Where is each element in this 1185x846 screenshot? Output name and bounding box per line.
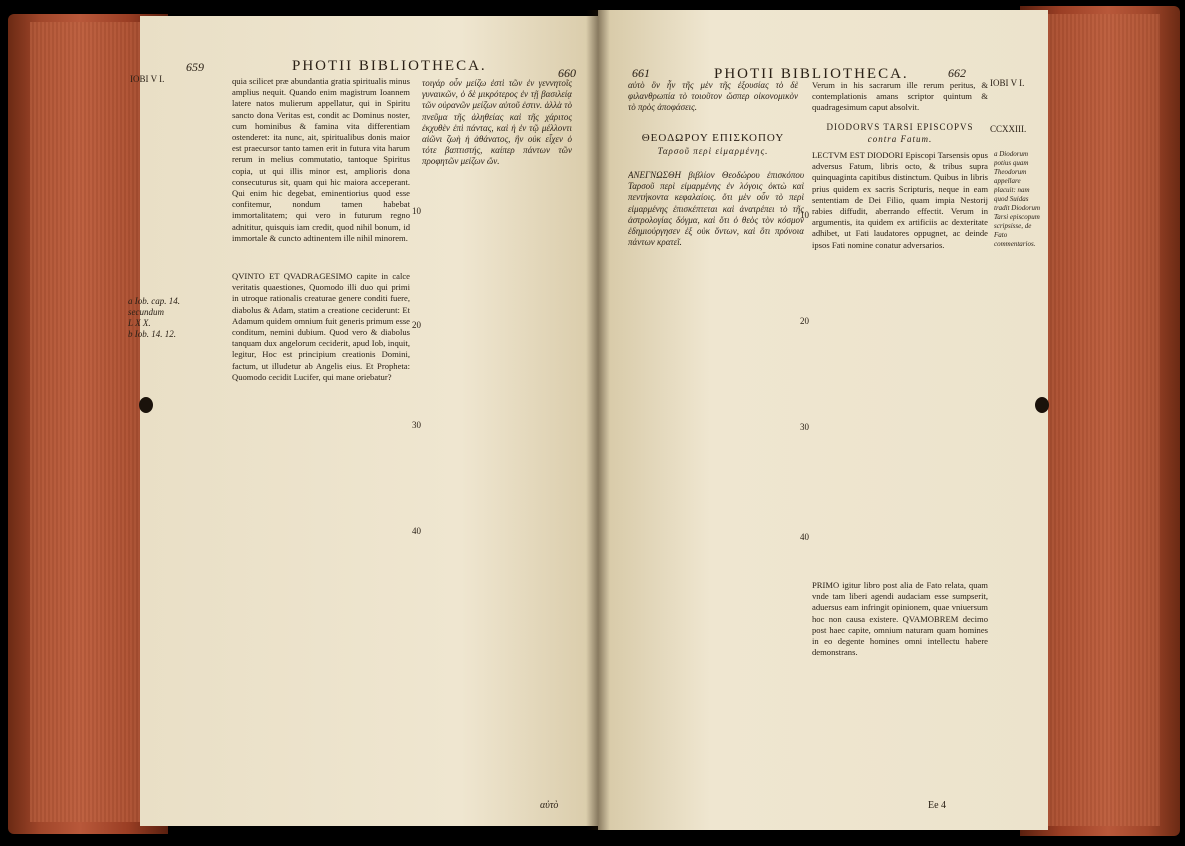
line-number-10: 10 [412, 206, 421, 216]
greek-intro [628, 80, 798, 120]
line-number-40: 40 [412, 526, 421, 536]
greek-column-left [422, 78, 572, 796]
running-head-left: PHOTII BIBLIOTHECA. [292, 58, 487, 74]
binding-hole-right [1035, 397, 1049, 413]
greek-column-right [628, 170, 804, 790]
line-number-10-right: 10 [800, 210, 809, 220]
page-edges-left [30, 22, 148, 822]
page-number-662: 662 [948, 66, 966, 80]
catchword: αὐτὸ [540, 800, 559, 811]
greek-section-subtitle: Ταρσοῦ περὶ εἱμαρμένης. [657, 146, 769, 156]
margin-ref-4: b Iob. 14. 12. [128, 329, 176, 339]
latin-text: QVINTO ET QVADRAGESIMO capite in calce veritatis quaestiones, Quomodo illi duo qui primi in utroque rationalis creaturae genere conditi fuere, diabolus & Adam, statim a creatione ceciderunt: Et Adamum quidem omnium fuit generis primum esse conditum, nemini dubium. Quod vero & diabolus tanquam dux angelorum ceciderit, apud Iob, inquit, legitur, Hoc est principium creationis Domini, factum, ut illudetur ab Angelis eius. Et Propheta: Quomodo cecidit Lucifer, qui mane oriebatur? [232, 271, 410, 382]
margin-ref-1: a Iob. cap. 14. [128, 296, 180, 306]
latin-section-title: DIODORVS TARSI EPISCOPVS [826, 122, 974, 132]
greek-text: τοιγάρ οὖν μείζω ἐστὶ τῶν ἐν γεννητοῖς γυναικῶν, ὁ δὲ μικρότερος ἐν τῇ βασιλείᾳ τῶν οὐρανῶν μείζων αὐτοῦ ἐστιν. ἀλλὰ τὸ πνεῦμα τῆς ἀληθείας καὶ τῆς χάριτος ἐκχυθὲν ἐπὶ πάντας, καὶ ἡ ἐν τῷ μέλλοντι αἰῶνι ζωὴ ἡ ἀθάνατος, ἣν οὐκ εἶχεν ὁ τότε βαπτιστής, καίπερ πάντων τῶν προφητῶν μείζων ὤν. [422, 78, 572, 167]
book-gutter [586, 10, 610, 830]
greek-intro-text: αὐτὸ ὃν ἦν τῆς μὲν τῆς ἐξουσίας τὸ δὲ φιλανθρωπία τὸ τοιοῦτον ὥσπερ οἰκονομικὸν τὸ πρὸς ἀποφάσεις. [628, 80, 798, 113]
page-number-660: 660 [558, 66, 576, 80]
latin-text: quia scilicet præ abundantia gratia spiritualis minus amplius nequit. Quando enim magistrum Ioannem latere natos mulierum appellatur, qui in Spiritu sancto dona Veritas est, condit ac Dominus noster, cum hominibus & famina vita differentiam ostenderet: ita nunc, ait, spiritualibus donis maior est praecursor tanto tamen erit in futura vita harum rerum in melius commutatio, tantoque Spiritus copia, ut qui illis minor est, amplioris dona consecuturus sit, quam qui hic maiora acceperant. Qui enim hic degebat, eminentiorius quod esse confitemur, nondum tamen habebat immortalitatem; qui vero in futurum regno adnititur, quisquis iam credit, quod nihil bonum, id immortale & cuncto adtinentem ille nihil minorem. [232, 76, 410, 243]
greek-section-title: ΘΕΟΔΩΡΟΥ ΕΠΙΣΚΟΠΟΥ [641, 132, 785, 144]
margin-note-right [994, 150, 1044, 470]
latin-column-left-a [232, 76, 410, 266]
latin-column-right-b [812, 580, 988, 790]
line-number-40-right: 40 [800, 532, 809, 542]
latin-column-left-b [232, 271, 410, 796]
page-number-661: 661 [632, 66, 650, 80]
margin-ref-3: L X X. [128, 318, 151, 328]
margin-ref-2: secundum [128, 307, 164, 317]
running-head-right: PHOTII BIBLIOTHECA. [714, 66, 909, 82]
margin-note-text: a Diodorum potius quam Theodorum appellare placuit: nam quod Suidas tradit Diodorum Tarsi episcopum scripsisse, de Fato commentarios. [994, 150, 1041, 248]
line-number-30-right: 30 [800, 422, 809, 432]
line-number-20-right: 20 [800, 316, 809, 326]
right-page [598, 10, 1048, 830]
codex-number: CCXXIII. [990, 124, 1027, 134]
line-number-20: 20 [412, 320, 421, 330]
left-page [128, 16, 598, 826]
latin-section-subtitle: contra Fatum. [867, 134, 933, 144]
latin-column-right-a [812, 150, 988, 570]
line-number-30: 30 [412, 420, 421, 430]
page-edges-right [1040, 14, 1160, 826]
latin-text: LECTVM EST DIODORI Episcopi Tarsensis opus adversus Fatum, libris octo, & tribus supra quinquaginta capitibus distinctum. Quibus in libris prius quidem ex sacris Scripturis, neque in eam sententiam de Dei Filio, quam impia Nestorij rabies diffudit, aberrando effectit. Verum in argumentis, ita quidem ex artificiis ac dexteritate adhibet, ut Fati laudatores oppugnet, ac deinde ipsos Fati nomine conatur adversarios. [812, 150, 988, 250]
greek-text: ΑΝΕΓΝΩΣΘΗ βιβλίον Θεοδώρου ἐπισκόπου Ταρσοῦ περὶ εἱμαρμένης ἐν λόγοις ὀκτὼ καὶ πεντήκοντα κεφαλαίοις. ὅτι μὲν οὖν τὸ περὶ εἱμαρμένης ἐπισκέπτεται καὶ ἀνατρέπει τὸ τῆς ἀστρολογίας δόγμα, καὶ ὅτι ὁ θεὸς τὸν κόσμον ἐδημιούργησεν ἐξ οὐκ ὄντων, καὶ ὅτι πρόνοια πάντων κρατεῖ. [628, 170, 804, 248]
binding-hole-left [139, 397, 153, 413]
margin-book-title: IOBI V I. [130, 74, 165, 84]
latin-text: PRIMO igitur libro post alia de Fato relata, quam vnde tam liberi agendi audaciam esse sumpserit, aduersus eam infringit opinionem, quae vniuersum hoc non causa existere. QVAMOBREM decimo post haec capite, omnium naturam quam homines in eo degente homines omni intellectu habere demonstrans. [812, 580, 988, 658]
margin-book-title-right: IOBI V I. [990, 78, 1025, 88]
latin-intro-text: Verum in his sacrarum ille rerum peritus, & contemplationis amans scriptor quintum & quadragesimum caput absolvit. [812, 80, 988, 113]
page-number-659: 659 [186, 60, 204, 74]
latin-intro [812, 80, 988, 120]
signature-mark: Ee 4 [928, 800, 947, 811]
